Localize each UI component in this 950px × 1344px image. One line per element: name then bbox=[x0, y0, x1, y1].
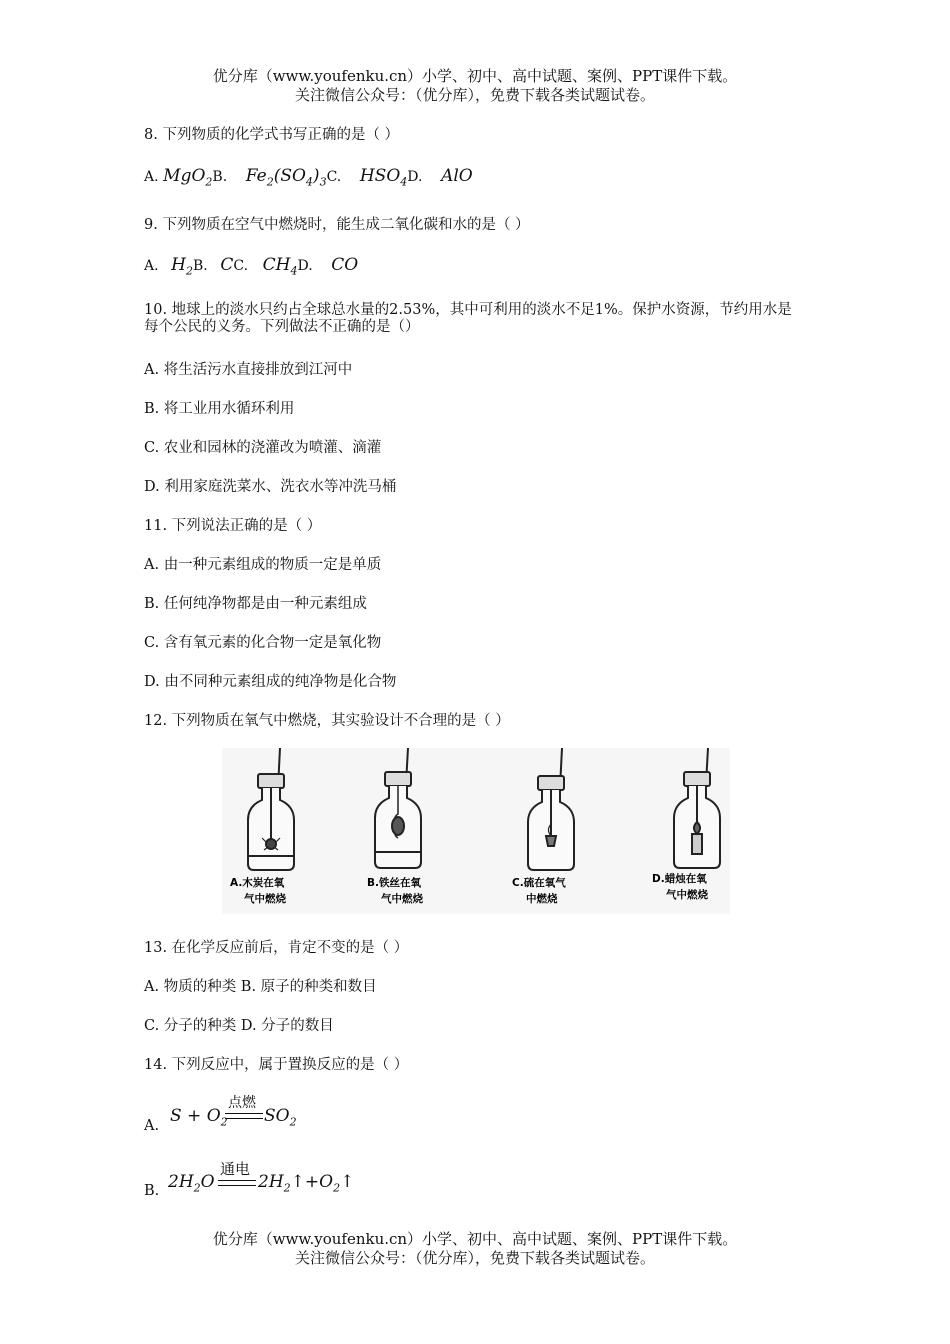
question-11-stem: 11. 下列说法正确的是（ ） bbox=[144, 518, 322, 534]
formula-c: C bbox=[220, 255, 234, 275]
question-8-options bbox=[144, 166, 473, 188]
condition-electrolysis: 通电 bbox=[220, 1160, 251, 1178]
question-12-stem: 12. 下列物质在氧气中燃烧，其实验设计不合理的是（ ） bbox=[144, 713, 510, 729]
option-b-label: B. bbox=[193, 258, 208, 274]
header-line-2: 关注微信公众号：（优分库），免费下载各类试题试卷。 bbox=[294, 86, 655, 104]
formula-h2: $H_2$ bbox=[171, 255, 193, 278]
question-11-option-b: B. 任何纯净物都是由一种元素组成 bbox=[144, 596, 367, 612]
question-13-stem: 13. 在化学反应前后，肯定不变的是（ ） bbox=[144, 940, 409, 956]
combustion-experiment-figure bbox=[222, 748, 730, 914]
caption-b-line1: B.铁丝在氧 bbox=[367, 877, 421, 889]
question-14-option-b-label: B. bbox=[144, 1183, 160, 1199]
question-9-options bbox=[144, 255, 358, 277]
equation-b bbox=[168, 1158, 368, 1198]
option-a-label: A. bbox=[144, 258, 159, 274]
question-8-stem: 8. 下列物质的化学式书写正确的是（ ） bbox=[144, 127, 400, 143]
caption-c-line1: C.硫在氧气 bbox=[512, 877, 566, 889]
caption-c-line2: 中燃烧 bbox=[526, 893, 558, 905]
question-14-stem: 14. 下列反应中，属于置换反应的是（ ） bbox=[144, 1057, 409, 1073]
equals-sign-a bbox=[225, 1113, 263, 1119]
equation-a bbox=[170, 1092, 320, 1132]
caption-a-line2: 气中燃烧 bbox=[244, 893, 286, 905]
option-d-label: D. bbox=[407, 169, 423, 185]
equals-sign-b bbox=[218, 1180, 256, 1186]
question-14-option-a-label: A. bbox=[144, 1118, 160, 1134]
caption-b-line2: 气中燃烧 bbox=[381, 893, 423, 905]
formula-ch4: $CH_4$ bbox=[262, 255, 298, 278]
option-b-label: B. bbox=[212, 169, 228, 185]
caption-d-line2: 气中燃烧 bbox=[666, 889, 708, 901]
question-10-option-b: B. 将工业用水循环利用 bbox=[144, 401, 295, 417]
option-d-label: D. bbox=[297, 258, 313, 274]
equation-b-reactant: $2H_2O$ bbox=[168, 1172, 215, 1195]
question-11-option-a: A. 由一种元素组成的物质一定是单质 bbox=[144, 557, 382, 573]
equation-a-reactants: $S + O_2$ bbox=[170, 1106, 228, 1129]
formula-fe2so43: $Fe_2(SO_4)_3$ bbox=[245, 166, 327, 189]
condition-ignite: 点燃 bbox=[228, 1095, 256, 1111]
header-line-1: 优分库（www.youfenku.cn）小学、初中、高中试题、案例、PPT课件下载。 bbox=[212, 67, 738, 85]
equation-b-products: $2H_2↑+O_2↑$ bbox=[258, 1172, 355, 1195]
footer-line-1: 优分库（www.youfenku.cn）小学、初中、高中试题、案例、PPT课件下载。 bbox=[212, 1230, 738, 1248]
question-11-option-d: D. 由不同种元素组成的纯净物是化合物 bbox=[144, 674, 397, 690]
question-10-option-a: A. 将生活污水直接排放到江河中 bbox=[144, 362, 353, 378]
equation-a-product: $SO_2$ bbox=[264, 1106, 297, 1129]
option-c-label: C. bbox=[233, 258, 249, 274]
formula-mgo2: MgO$_2$ bbox=[163, 166, 213, 189]
formula-alo: AlO bbox=[441, 166, 473, 186]
formula-hso4: $HSO_4$ bbox=[359, 166, 408, 189]
footer-line-2: 关注微信公众号：（优分库），免费下载各类试题试卷。 bbox=[294, 1249, 655, 1267]
formula-co: CO bbox=[331, 255, 359, 275]
option-a-label: A. bbox=[144, 169, 159, 185]
question-10-stem: 10. 地球上的淡水只约占全球总水量的2.53%，其中可利用的淡水不足1%。保护水资源，节约用水是每个公民的义务。下列做法不正确的是（） bbox=[144, 302, 792, 335]
question-13-options-cd: C. 分子的种类 D. 分子的数目 bbox=[144, 1018, 334, 1034]
page-header bbox=[0, 67, 950, 105]
question-13-options-ab: A. 物质的种类 B. 原子的种类和数目 bbox=[144, 979, 377, 995]
question-10-option-c: C. 农业和园林的浇灌改为喷灌、滴灌 bbox=[144, 440, 382, 456]
option-c-label: C. bbox=[326, 169, 342, 185]
question-11-option-c: C. 含有氧元素的化合物一定是氧化物 bbox=[144, 635, 382, 651]
question-9-stem: 9. 下列物质在空气中燃烧时，能生成二氧化碳和水的是（ ） bbox=[144, 217, 530, 233]
caption-a-line1: A.木炭在氧 bbox=[230, 877, 285, 889]
caption-d-line1: D.蜡烛在氧 bbox=[652, 873, 707, 885]
question-10-option-d: D. 利用家庭洗菜水、洗衣水等冲洗马桶 bbox=[144, 479, 397, 495]
page-footer bbox=[0, 1230, 950, 1268]
